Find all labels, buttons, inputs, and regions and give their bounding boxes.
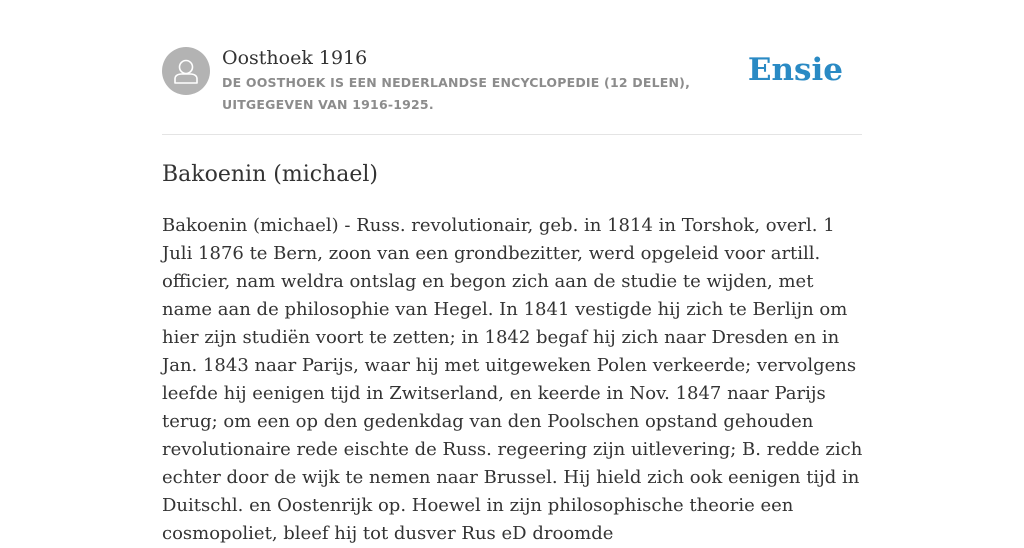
entry-title: Bakoenin (michael) — [162, 162, 378, 187]
source-description: DE OOSTHOEK IS EEN NEDERLANDSE ENCYCLOPEDIE (12 DELEN), UITGEGEVEN VAN 1916-1925. — [222, 75, 691, 112]
entry-body: Bakoenin (michael) - Russ. revolutionair, geb. in 1814 in Torshok, overl. 1 Juli 1876 te Bern, zoon van een grondbezitter, werd opgeleid voor artill. officier, nam weldra ontslag en begon zich aan de studie te wijden, met name aan de philosophie van Hegel. In 1841 vestigde hij zich te Berlijn om hier zijn studiën voort te zetten; in 1842 begaf hij zich naar Dresden en in Jan. 1843 naar Parijs, waar hij met uitgeweken Polen verkeerde; vervolgens leefde hij eenigen tijd in Zwitserland, en keerde in Nov. 1847 naar Parijs terug; om een op den gedenkdag van den Poolschen opstand gehouden revolutionaire rede eischte de Russ. regeering zijn uitlevering; B. redde zich echter door de wijk te nemen naar Brussel. Hij hield zich ook eenigen tijd in Duitschl. en Oostenrijk op. Hoewel in zijn philosophische theorie een cosmopoliet, bleef hij tot dusver Rus eD droomde — [162, 215, 863, 544]
source-title[interactable]: Oosthoek 1916 — [222, 47, 368, 69]
content-container — [162, 0, 863, 544]
source-avatar[interactable] — [162, 47, 210, 95]
source-header — [162, 0, 862, 135]
ensie-logo[interactable]: Ensie — [747, 52, 843, 88]
person-outline-icon — [162, 47, 210, 95]
